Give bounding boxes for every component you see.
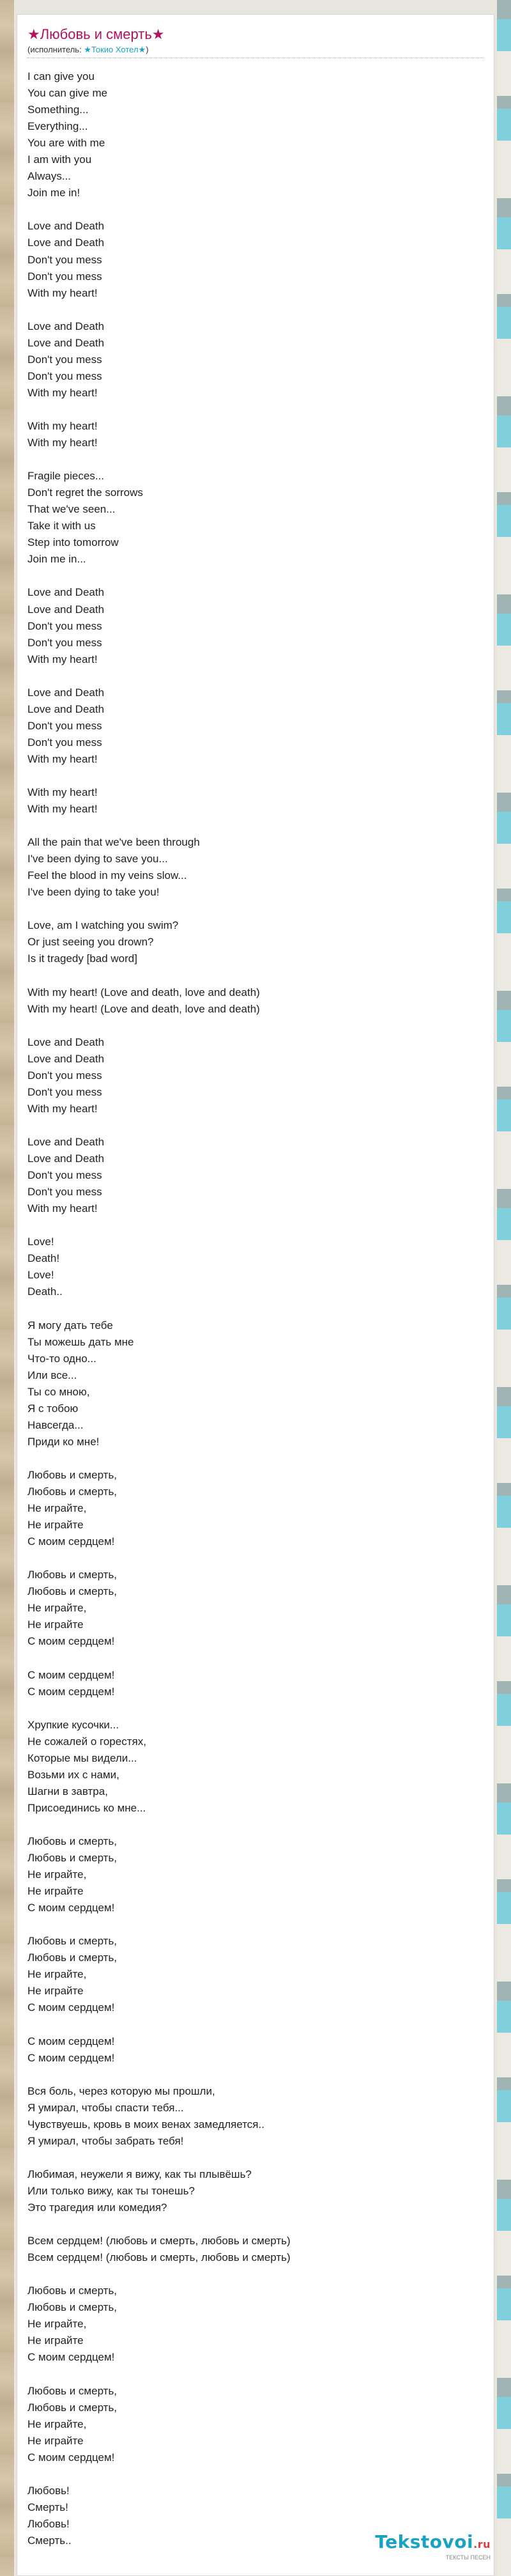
logo-tagline: ТЕКСТЫ ПЕСЕН xyxy=(445,2554,491,2561)
song-title: ★Любовь и смерть★ xyxy=(27,26,165,42)
background-right-strip xyxy=(497,0,511,2576)
site-logo[interactable] xyxy=(375,2533,491,2561)
logo-wordmark xyxy=(375,2533,491,2554)
performer-link[interactable]: ★Токио Хотел★ xyxy=(84,45,146,54)
lyrics-card xyxy=(17,14,494,2576)
logo-name: Tekstovoi xyxy=(375,2531,474,2552)
logo-tld: .ru xyxy=(473,2538,491,2550)
performer-suffix: ) xyxy=(146,45,149,54)
lyrics-text: I can give you You can give me Something... Everything... You are with me I am with you Always... Join me in! Love and Death Love and Death Don't you mess Don't you mess With my heart! Love and Death Love and Death Don't you mess Don't you mess With my heart! With my heart! With my heart! Fragile pieces... Don't regret the sorrows That we've seen... Take it with us Step into tomorrow Join me in... Love and Death Love and Death Don't you mess Don't you mess With my heart! Love and Death Love and Death Don't you mess Don't you mess With my heart! With my heart! With my heart! All the pain that we've been through I've been dying to save you... Feel the blood in my veins slow... I've been dying to take you! Love, am I watching you swim? Or just seeing you drown? Is it tragedy [bad word] With my heart! (Love and death, love and death) With my heart! (Love and death, love and death) Love and Death Love and Death Don't you mess Don't you mess With my heart! Love and Death Love and Death Don't you mess Don't you mess With my heart! Love! Death! Love! Death.. Я могу дать тебе Ты можешь дать мне Что-то одно... Или все... Ты со мною, Я с тобою Навсегда... Приди ко мне! Любовь и смерть, Любовь и смерть, Не играйте, Не играйте С моим сердцем! Любовь и смерть, Любовь и смерть, Не играйте, Не играйте С моим сердцем! С моим сердцем! С моим сердцем! Хрупкие кусочки... Не сожалей о горестях, Которые мы видели... Возьми их с нами, Шагни в завтра, Присоединись ко мне... Любовь и смерть, Любовь и смерть, Не играйте, Не играйте С моим сердцем! Любовь и смерть, Любовь и смерть, Не играйте, Не играйте С моим сердцем! С моим сердцем! С моим сердцем! Вся боль, через которую мы прошли, Я умирал, чтобы спасти тебя... Чувствуешь, кровь в моих венах замедляется.. Я умирал, чтобы забрать тебя! Любимая, неужели я вижу, как ты плывёшь? Или только вижу, как ты тонешь? Это трагедия или комедия? Всем сердцем! (любовь и смерть, любовь и смерть) Всем сердцем! (любовь и смерть, любовь и смерть) Любовь и смерть, Любовь и смерть, Не играйте, Не играйте С моим сердцем! Любовь и смерть, Любовь и смерть, Не играйте, Не играйте С моим сердцем! Любовь! Смерть! Любовь! Смерть.. xyxy=(27,70,291,2547)
performer-line xyxy=(27,44,484,56)
background-left-strip xyxy=(0,0,14,2576)
performer-prefix: (исполнитель: xyxy=(27,45,84,54)
